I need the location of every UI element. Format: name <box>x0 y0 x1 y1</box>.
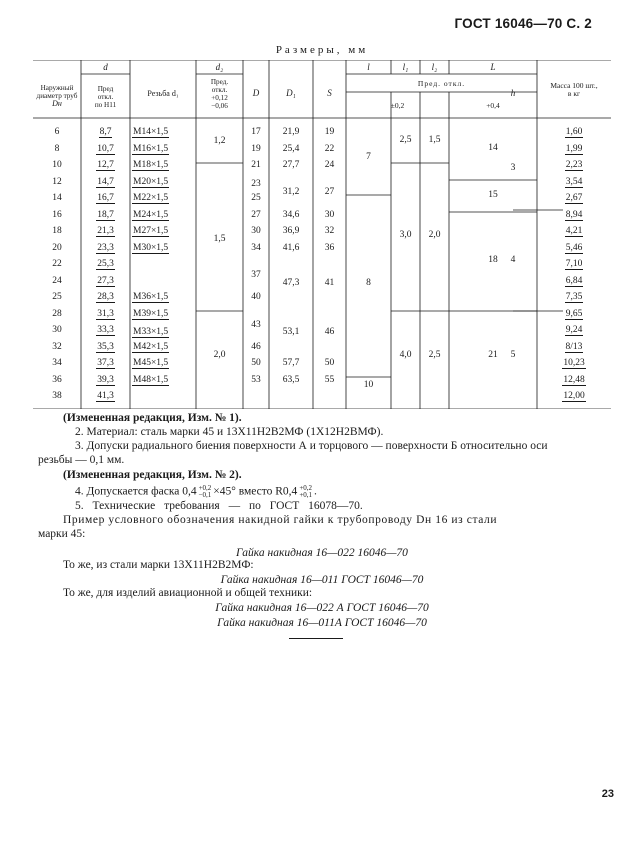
header-thread: Резьба d₁ <box>147 89 179 98</box>
table-cell-dn: 14 <box>52 193 62 203</box>
table-cell-S: 55 <box>324 374 335 385</box>
cell-l-7: 7 <box>366 152 371 162</box>
page-number: 23 <box>601 788 614 800</box>
table-cell-D1: 34,6 <box>282 209 300 220</box>
table-cell-S: 24 <box>324 160 335 170</box>
cell-h-3: 3 <box>510 163 516 173</box>
table-cell-D1: 41,6 <box>282 242 300 253</box>
header-D: D <box>252 88 260 98</box>
header-tol-04: +0,4 <box>486 101 500 110</box>
header-l2: l₂ <box>431 62 438 72</box>
table-cell-mass: 5,46 <box>565 242 583 253</box>
header-d2-tol-line4: −0,06 <box>211 102 228 110</box>
table-cell-D: 46 <box>251 341 261 352</box>
table-cell-S: 32 <box>324 226 335 236</box>
table-cell-mass: 3,54 <box>565 176 583 187</box>
cell-D1-473: 47,3 <box>282 278 300 288</box>
table-cell-dn: 28 <box>52 308 62 319</box>
table-cell-D: 27 <box>251 209 261 220</box>
cell-D-43: 43 <box>251 320 261 330</box>
table-cell-dn: 22 <box>52 259 62 269</box>
table-cell-mass: 8,94 <box>565 209 583 220</box>
table-cell-d: 31,3 <box>97 308 114 319</box>
table-cell-S: 30 <box>324 209 335 220</box>
table-cell-dn: 18 <box>52 226 62 236</box>
same-steel-line: То же, из стали марки 13Х11Н2В2МФ: <box>63 559 254 571</box>
table-cell-mass: 1,99 <box>565 143 583 154</box>
table-cell-thread: M36×1,5 <box>133 292 169 302</box>
note-3b: резьбы — 0,1 мм. <box>38 454 125 466</box>
table-cell-thread: M27×1,5 <box>133 226 169 236</box>
table-cell-mass: 2,23 <box>565 160 583 170</box>
table-cell-S: 36 <box>324 242 335 253</box>
header-tol-02: ±0,2 <box>390 101 405 110</box>
example-intro-b: марки 45: <box>38 528 86 540</box>
header-dn-line2: диаметр труб <box>36 92 78 100</box>
note-4: 4. Допускается фаска 0,4 +0,2 −0,1 ×45° вместо R0,4 +0,2 +0,1 . <box>75 484 317 499</box>
header-l1: l₁ <box>402 62 409 72</box>
header-pred-otkl: Пред. откл. <box>417 79 466 88</box>
table-cell-thread: M24×1,5 <box>133 209 169 220</box>
note-changed-1: (Измененная редакция, Изм. № 1). <box>63 412 242 424</box>
table-cell-d: 33,3 <box>97 325 114 335</box>
header-h: h <box>510 88 516 98</box>
cell-h-4: 4 <box>510 255 516 265</box>
note-changed-2: (Измененная редакция, Изм. № 2). <box>63 469 242 481</box>
table-cell-mass: 12,48 <box>563 374 585 385</box>
table-cell-D1: 25,4 <box>282 143 300 154</box>
cell-D-23: 23 <box>251 179 261 189</box>
page-header: ГОСТ 16046—70 С. 2 <box>454 16 592 31</box>
table-cell-dn: 25 <box>52 292 62 302</box>
table-cell-D1: 27,7 <box>282 160 300 170</box>
table-cell-dn: 36 <box>52 374 62 385</box>
example-designation-3: Гайка накидная 16—022 А ГОСТ 16046—70 <box>215 602 429 614</box>
table-cell-D: 30 <box>251 226 261 236</box>
cell-L-18: 18 <box>488 255 498 265</box>
table-cell-d: 27,3 <box>97 275 114 286</box>
cell-D-37: 37 <box>251 270 261 280</box>
table-cell-d: 41,3 <box>97 391 114 401</box>
table-cell-D: 34 <box>251 242 261 253</box>
cell-l1-25: 2,5 <box>399 135 412 145</box>
table-cell-D: 25 <box>251 193 261 203</box>
table-cell-thread: M30×1,5 <box>133 242 169 253</box>
cell-L-15: 15 <box>488 190 498 200</box>
cell-l2-25: 2,5 <box>428 350 441 360</box>
same-aviation-line: То же, для изделий авиационной и общей техники: <box>63 587 313 599</box>
cell-d2-15: 1,5 <box>213 234 226 244</box>
table-cell-d: 28,3 <box>97 292 114 302</box>
table-caption: Размеры, мм <box>275 44 369 56</box>
table-cell-D1: 57,7 <box>282 358 300 368</box>
example-designation-1: Гайка накидная 16—022 16046—70 <box>236 547 408 559</box>
table-cell-thread: M39×1,5 <box>133 308 169 319</box>
table-cell-S: 19 <box>324 127 335 137</box>
note-5: 5. Технические требования — по ГОСТ 16078—70. <box>75 500 363 512</box>
table-cell-S: 22 <box>324 143 335 154</box>
table-cell-S: 50 <box>324 358 335 368</box>
cell-D1-531: 53,1 <box>282 327 300 337</box>
header-d: d <box>103 62 108 72</box>
table-cell-mass: 9,24 <box>565 325 583 335</box>
table-cell-dn: 32 <box>52 341 62 352</box>
header-D1: D₁ <box>286 88 296 98</box>
table-cell-dn: 10 <box>52 160 62 170</box>
table-cell-thread: M45×1,5 <box>133 358 169 368</box>
table-cell-d: 14,7 <box>97 176 114 187</box>
table-cell-D: 17 <box>251 127 261 137</box>
table-cell-thread: M14×1,5 <box>133 127 169 137</box>
header-l: l <box>367 62 370 72</box>
table-cell-thread: M16×1,5 <box>133 143 169 154</box>
note-2: 2. Материал: сталь марки 45 и 13Х11Н2В2МФ (1Х12Н2ВМФ). <box>75 426 384 438</box>
cell-l2-15: 1,5 <box>428 135 441 145</box>
table-cell-dn: 12 <box>52 176 62 187</box>
header-dn-line3: Dн <box>52 99 62 108</box>
table-cell-D: 19 <box>251 143 261 154</box>
table-cell-d: 21,3 <box>97 226 114 236</box>
table-cell-thread: M22×1,5 <box>133 193 169 203</box>
cell-l1-30: 3,0 <box>399 230 412 240</box>
table-cell-d: 16,7 <box>97 193 114 203</box>
table-cell-mass: 7,35 <box>565 292 583 302</box>
header-d2-tol-line3: +0,12 <box>211 94 228 102</box>
table-cell-mass: 9,65 <box>565 308 583 319</box>
cell-d2-20: 2,0 <box>213 350 226 360</box>
table-cell-dn: 6 <box>54 127 60 137</box>
cell-L-21: 21 <box>488 350 498 360</box>
table-cell-mass: 6,84 <box>565 275 583 286</box>
table-cell-D: 50 <box>251 358 261 368</box>
table-cell-d: 10,7 <box>97 143 114 154</box>
table-cell-thread: M20×1,5 <box>133 176 169 187</box>
table-cell-thread: M18×1,5 <box>133 160 169 170</box>
table-cell-dn: 20 <box>52 242 62 253</box>
table-cell-D: 53 <box>251 374 261 385</box>
table-cell-D: 21 <box>251 160 261 170</box>
table-cell-mass: 1,60 <box>565 127 583 137</box>
header-d-tol-line2: откл. <box>97 93 114 101</box>
table-cell-mass: 8/13 <box>565 341 583 352</box>
cell-S-41: 41 <box>324 278 335 288</box>
table-cell-dn: 38 <box>52 391 62 401</box>
cell-S-27: 27 <box>324 187 335 197</box>
cell-l2-20: 2,0 <box>428 230 441 240</box>
cell-h-5: 5 <box>510 350 516 360</box>
header-mass-line1: Масса 100 шт., <box>550 81 598 90</box>
table-cell-d: 35,3 <box>97 341 114 352</box>
note-3a: 3. Допуски радиального биения поверхности А и торцового — поверхности Б относительно оси <box>75 440 548 452</box>
dimensions-table <box>33 60 611 409</box>
cell-d2-12: 1,2 <box>213 136 226 146</box>
cell-l-8: 8 <box>366 278 371 288</box>
table-cell-mass: 12,00 <box>563 391 585 401</box>
header-d2: d₂ <box>215 62 224 72</box>
header-d-tol-line1: Пред <box>97 85 114 93</box>
table-cell-mass: 10,23 <box>563 358 585 368</box>
separator-line <box>289 638 343 639</box>
header-d-tol-line3: по Н11 <box>94 101 117 109</box>
table-cell-thread: M48×1,5 <box>133 374 169 385</box>
cell-l1-40: 4,0 <box>399 350 412 360</box>
cell-l-10: 10 <box>363 380 374 390</box>
cell-D1-312: 31,2 <box>282 187 300 197</box>
table-cell-d: 25,3 <box>97 259 114 269</box>
cell-L-14: 14 <box>488 143 498 153</box>
table-cell-d: 39,3 <box>97 374 114 385</box>
cell-S-46: 46 <box>324 327 335 337</box>
cell-thread-m33: M33×1,5 <box>133 327 169 337</box>
example-intro-a: Пример условного обозначения накидной гайки к трубопроводу Dн 16 из стали <box>63 514 498 526</box>
table-cell-mass: 2,67 <box>565 193 583 203</box>
table-cell-mass: 7,10 <box>565 259 583 269</box>
table-cell-mass: 4,21 <box>565 226 583 236</box>
header-S: S <box>327 88 332 98</box>
table-cell-D1: 21,9 <box>282 127 300 137</box>
table-cell-D1: 63,5 <box>282 374 300 385</box>
example-designation-2: Гайка накидная 16—011 ГОСТ 16046—70 <box>220 574 424 586</box>
table-cell-D1: 36,9 <box>282 226 300 236</box>
header-dn-line1: Наружный <box>40 84 74 92</box>
table-cell-dn: 24 <box>52 275 62 286</box>
table-cell-dn: 34 <box>52 358 62 368</box>
table-cell-dn: 8 <box>54 143 60 154</box>
header-mass-line2: в кг <box>567 89 581 98</box>
table-cell-d: 8,7 <box>99 127 112 137</box>
table-cell-dn: 16 <box>52 209 62 220</box>
table-cell-d: 23,3 <box>97 242 114 253</box>
table-cell-d: 18,7 <box>97 209 114 220</box>
table-cell-D: 40 <box>251 292 261 302</box>
table-cell-thread: M42×1,5 <box>133 341 169 352</box>
table-cell-dn: 30 <box>52 325 62 335</box>
example-designation-4: Гайка накидная 16—011А ГОСТ 16046—70 <box>217 617 427 629</box>
table-cell-d: 12,7 <box>97 160 114 170</box>
table-cell-d: 37,3 <box>97 358 114 368</box>
header-d2-tol-line1: Пред. <box>210 78 229 86</box>
header-d2-tol-line2: откл. <box>211 86 228 94</box>
header-L: L <box>490 62 496 72</box>
